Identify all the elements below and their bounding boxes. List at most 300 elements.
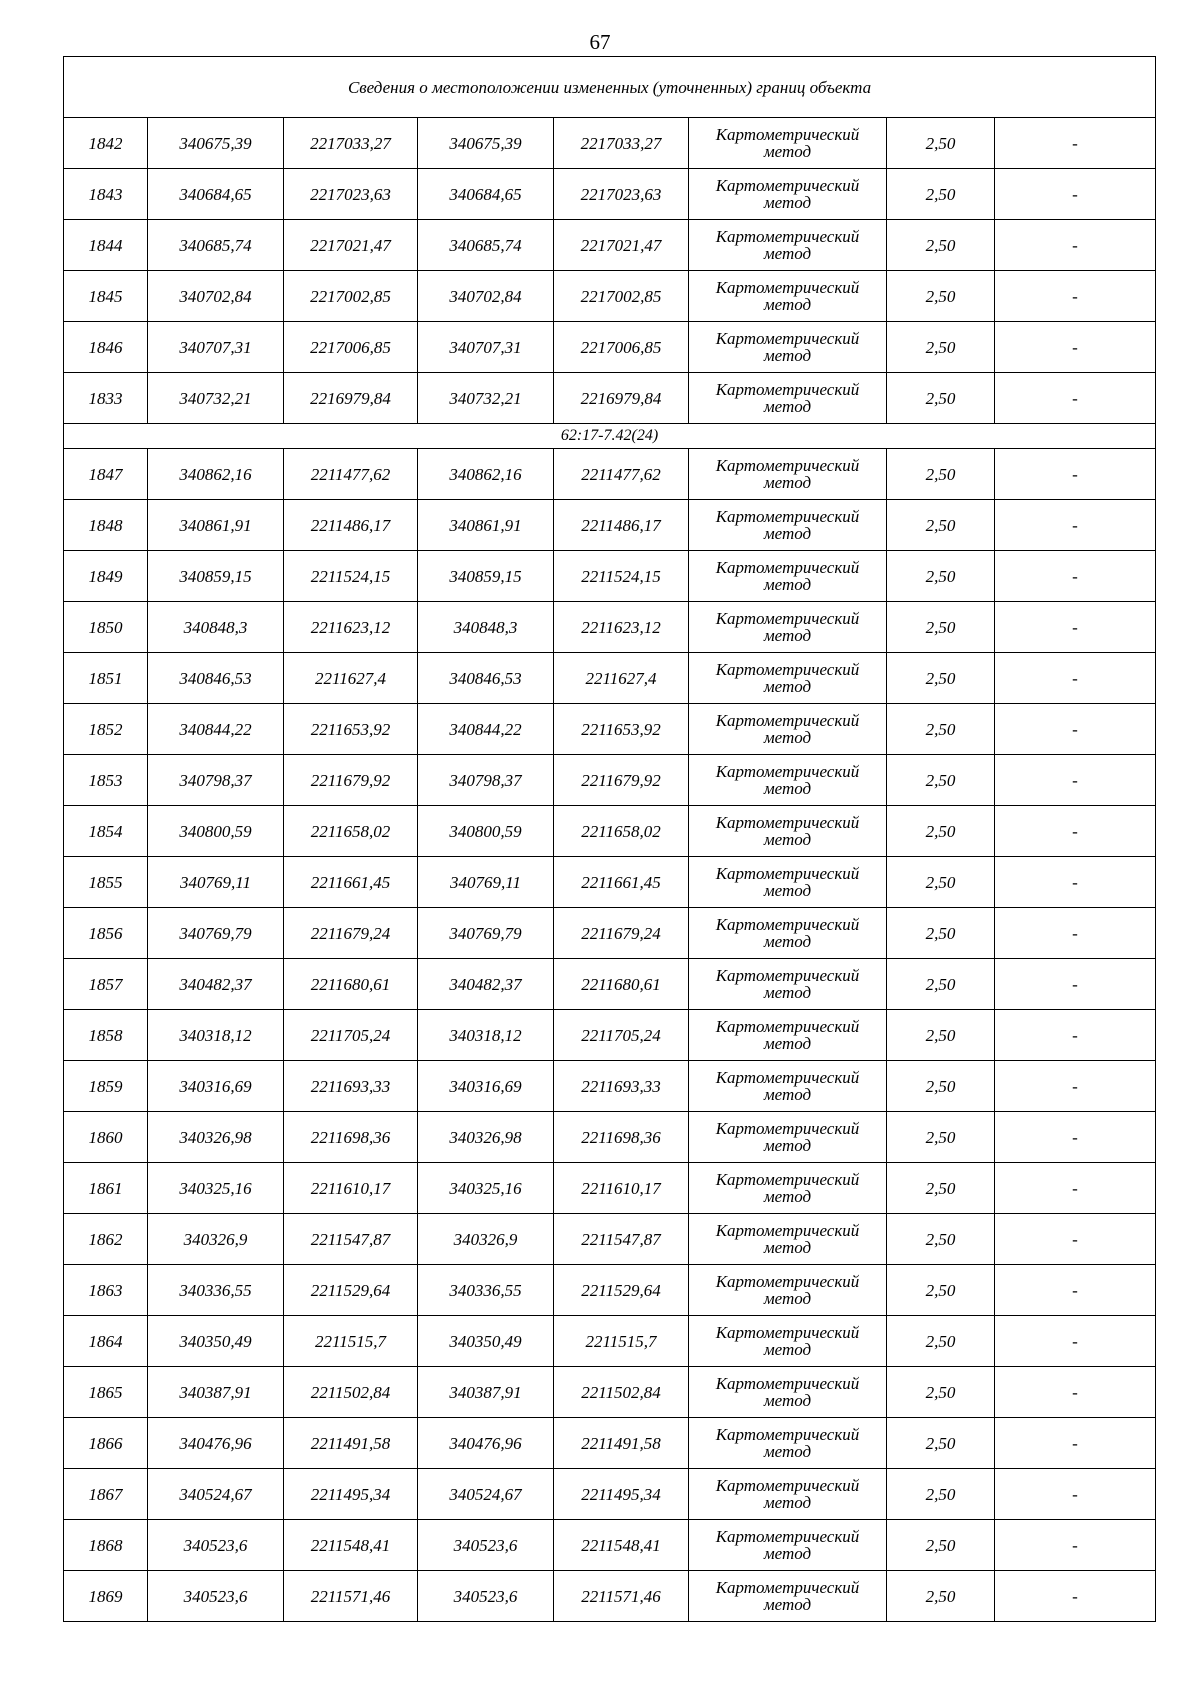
table-row	[64, 271, 1156, 322]
method-line-1: Картометрический	[715, 915, 860, 934]
method-line-1: Картометрический	[715, 507, 860, 526]
y-refined-cell: 2211661,45	[554, 857, 689, 908]
table-row	[64, 1469, 1156, 1520]
y-refined-cell: 2216979,84	[554, 373, 689, 424]
note-cell: -	[995, 1571, 1156, 1622]
y-existing-cell: 2211486,17	[284, 500, 418, 551]
point-number-cell: 1854	[64, 806, 148, 857]
point-number-cell: 1845	[64, 271, 148, 322]
point-number-cell: 1855	[64, 857, 148, 908]
x-existing-cell: 340326,9	[148, 1214, 284, 1265]
accuracy-cell: 2,50	[887, 1163, 995, 1214]
note-cell: -	[995, 653, 1156, 704]
x-existing-cell: 340387,91	[148, 1367, 284, 1418]
accuracy-cell: 2,50	[887, 755, 995, 806]
note-cell: -	[995, 1367, 1156, 1418]
table-row	[64, 1571, 1156, 1622]
method-cell	[689, 1418, 887, 1469]
table-row	[64, 373, 1156, 424]
method-line-2: метод	[763, 244, 812, 263]
x-refined-cell: 340769,11	[418, 857, 554, 908]
method-line-2: метод	[763, 677, 812, 696]
y-refined-cell: 2211653,92	[554, 704, 689, 755]
method-line-1: Картометрический	[715, 966, 860, 985]
table-row	[64, 169, 1156, 220]
point-number-cell: 1861	[64, 1163, 148, 1214]
table-row	[64, 500, 1156, 551]
note-cell: -	[995, 449, 1156, 500]
x-existing-cell: 340846,53	[148, 653, 284, 704]
point-number-cell: 1863	[64, 1265, 148, 1316]
x-refined-cell: 340675,39	[418, 118, 554, 169]
x-refined-cell: 340316,69	[418, 1061, 554, 1112]
accuracy-cell: 2,50	[887, 449, 995, 500]
y-existing-cell: 2211627,4	[284, 653, 418, 704]
point-number-cell: 1859	[64, 1061, 148, 1112]
accuracy-cell: 2,50	[887, 220, 995, 271]
note-cell: -	[995, 806, 1156, 857]
y-existing-cell: 2211495,34	[284, 1469, 418, 1520]
x-existing-cell: 340844,22	[148, 704, 284, 755]
accuracy-cell: 2,50	[887, 1469, 995, 1520]
y-existing-cell: 2211623,12	[284, 602, 418, 653]
method-line-1: Картометрический	[715, 1323, 860, 1342]
y-existing-cell: 2211529,64	[284, 1265, 418, 1316]
x-existing-cell: 340482,37	[148, 959, 284, 1010]
y-refined-cell: 2211610,17	[554, 1163, 689, 1214]
method-line-2: метод	[763, 1238, 812, 1257]
method-cell	[689, 1010, 887, 1061]
x-existing-cell: 340798,37	[148, 755, 284, 806]
accuracy-cell: 2,50	[887, 1520, 995, 1571]
y-existing-cell: 2211698,36	[284, 1112, 418, 1163]
method-line-2: метод	[763, 881, 812, 900]
point-number-cell: 1868	[64, 1520, 148, 1571]
y-refined-cell: 2217002,85	[554, 271, 689, 322]
method-cell	[689, 1520, 887, 1571]
table-row	[64, 1265, 1156, 1316]
method-cell	[689, 169, 887, 220]
x-refined-cell: 340325,16	[418, 1163, 554, 1214]
method-cell	[689, 1112, 887, 1163]
accuracy-cell: 2,50	[887, 118, 995, 169]
method-line-1: Картометрический	[715, 1221, 860, 1240]
method-line-1: Картометрический	[715, 456, 860, 475]
x-refined-cell: 340523,6	[418, 1520, 554, 1571]
y-refined-cell: 2211627,4	[554, 653, 689, 704]
point-number-cell: 1849	[64, 551, 148, 602]
y-refined-cell: 2211529,64	[554, 1265, 689, 1316]
y-existing-cell: 2217006,85	[284, 322, 418, 373]
method-cell	[689, 1265, 887, 1316]
note-cell: -	[995, 1520, 1156, 1571]
table-row	[64, 1163, 1156, 1214]
point-number-cell: 1856	[64, 908, 148, 959]
accuracy-cell: 2,50	[887, 1265, 995, 1316]
method-line-1: Картометрический	[715, 1068, 860, 1087]
accuracy-cell: 2,50	[887, 169, 995, 220]
x-refined-cell: 340523,6	[418, 1571, 554, 1622]
x-refined-cell: 340326,9	[418, 1214, 554, 1265]
x-existing-cell: 340318,12	[148, 1010, 284, 1061]
method-line-1: Картометрический	[715, 1374, 860, 1393]
y-refined-cell: 2211495,34	[554, 1469, 689, 1520]
accuracy-cell: 2,50	[887, 1010, 995, 1061]
method-line-1: Картометрический	[715, 864, 860, 883]
x-refined-cell: 340844,22	[418, 704, 554, 755]
accuracy-cell: 2,50	[887, 602, 995, 653]
point-number-cell: 1833	[64, 373, 148, 424]
y-existing-cell: 2211680,61	[284, 959, 418, 1010]
note-cell: -	[995, 704, 1156, 755]
x-refined-cell: 340336,55	[418, 1265, 554, 1316]
note-cell: -	[995, 169, 1156, 220]
y-existing-cell: 2211653,92	[284, 704, 418, 755]
x-refined-cell: 340684,65	[418, 169, 554, 220]
point-number-cell: 1852	[64, 704, 148, 755]
method-cell	[689, 602, 887, 653]
method-line-1: Картометрический	[715, 278, 860, 297]
x-existing-cell: 340859,15	[148, 551, 284, 602]
y-refined-cell: 2211623,12	[554, 602, 689, 653]
method-cell	[689, 1316, 887, 1367]
method-line-1: Картометрический	[715, 176, 860, 195]
method-line-2: метод	[763, 1187, 812, 1206]
x-existing-cell: 340523,6	[148, 1520, 284, 1571]
table-row	[64, 755, 1156, 806]
accuracy-cell: 2,50	[887, 1571, 995, 1622]
note-cell: -	[995, 1418, 1156, 1469]
x-existing-cell: 340684,65	[148, 169, 284, 220]
y-refined-cell: 2211502,84	[554, 1367, 689, 1418]
note-cell: -	[995, 602, 1156, 653]
method-line-2: метод	[763, 346, 812, 365]
table-row	[64, 1010, 1156, 1061]
note-cell: -	[995, 373, 1156, 424]
y-existing-cell: 2211693,33	[284, 1061, 418, 1112]
x-refined-cell: 340524,67	[418, 1469, 554, 1520]
method-cell	[689, 1571, 887, 1622]
table-row	[64, 551, 1156, 602]
boundary-coordinates-table	[63, 56, 1156, 1622]
note-cell: -	[995, 322, 1156, 373]
method-cell	[689, 704, 887, 755]
method-cell	[689, 551, 887, 602]
method-line-2: метод	[763, 779, 812, 798]
x-existing-cell: 340769,79	[148, 908, 284, 959]
point-number-cell: 1847	[64, 449, 148, 500]
method-line-2: метод	[763, 932, 812, 951]
y-refined-cell: 2211571,46	[554, 1571, 689, 1622]
table-row	[64, 653, 1156, 704]
x-existing-cell: 340800,59	[148, 806, 284, 857]
method-line-1: Картометрический	[715, 1119, 860, 1138]
method-cell	[689, 322, 887, 373]
y-refined-cell: 2211679,92	[554, 755, 689, 806]
method-line-2: метод	[763, 728, 812, 747]
method-cell	[689, 653, 887, 704]
y-existing-cell: 2211610,17	[284, 1163, 418, 1214]
method-cell	[689, 449, 887, 500]
y-existing-cell: 2211661,45	[284, 857, 418, 908]
x-existing-cell: 340524,67	[148, 1469, 284, 1520]
method-cell	[689, 908, 887, 959]
point-number-cell: 1843	[64, 169, 148, 220]
x-refined-cell: 340476,96	[418, 1418, 554, 1469]
method-line-1: Картометрический	[715, 1527, 860, 1546]
table-row	[64, 449, 1156, 500]
method-line-2: метод	[763, 524, 812, 543]
y-refined-cell: 2211515,7	[554, 1316, 689, 1367]
page-number: 67	[589, 30, 611, 54]
y-existing-cell: 2216979,84	[284, 373, 418, 424]
note-cell: -	[995, 1316, 1156, 1367]
y-existing-cell: 2211547,87	[284, 1214, 418, 1265]
y-existing-cell: 2211679,92	[284, 755, 418, 806]
table-body	[64, 57, 1156, 1622]
x-existing-cell: 340848,3	[148, 602, 284, 653]
y-existing-cell: 2217033,27	[284, 118, 418, 169]
x-existing-cell: 340316,69	[148, 1061, 284, 1112]
note-cell: -	[995, 755, 1156, 806]
method-line-1: Картометрический	[715, 813, 860, 832]
y-refined-cell: 2211705,24	[554, 1010, 689, 1061]
x-refined-cell: 340769,79	[418, 908, 554, 959]
x-refined-cell: 340846,53	[418, 653, 554, 704]
x-existing-cell: 340675,39	[148, 118, 284, 169]
method-line-2: метод	[763, 1493, 812, 1512]
point-number-cell: 1844	[64, 220, 148, 271]
y-refined-cell: 2217033,27	[554, 118, 689, 169]
y-existing-cell: 2211571,46	[284, 1571, 418, 1622]
x-existing-cell: 340685,74	[148, 220, 284, 271]
x-refined-cell: 340859,15	[418, 551, 554, 602]
x-refined-cell: 340861,91	[418, 500, 554, 551]
method-cell	[689, 1163, 887, 1214]
y-existing-cell: 2211515,7	[284, 1316, 418, 1367]
x-existing-cell: 340861,91	[148, 500, 284, 551]
y-refined-cell: 2217023,63	[554, 169, 689, 220]
x-refined-cell: 340350,49	[418, 1316, 554, 1367]
y-existing-cell: 2211477,62	[284, 449, 418, 500]
method-line-2: метод	[763, 473, 812, 492]
method-line-1: Картометрический	[715, 1578, 860, 1597]
point-number-cell: 1858	[64, 1010, 148, 1061]
accuracy-cell: 2,50	[887, 1214, 995, 1265]
x-refined-cell: 340318,12	[418, 1010, 554, 1061]
point-number-cell: 1867	[64, 1469, 148, 1520]
y-refined-cell: 2211698,36	[554, 1112, 689, 1163]
y-refined-cell: 2217006,85	[554, 322, 689, 373]
method-cell	[689, 373, 887, 424]
method-line-2: метод	[763, 1340, 812, 1359]
method-cell	[689, 271, 887, 322]
method-cell	[689, 755, 887, 806]
table-row	[64, 806, 1156, 857]
method-line-2: метод	[763, 1391, 812, 1410]
x-refined-cell: 340800,59	[418, 806, 554, 857]
method-line-1: Картометрический	[715, 329, 860, 348]
y-refined-cell: 2211693,33	[554, 1061, 689, 1112]
y-refined-cell: 2211658,02	[554, 806, 689, 857]
method-line-2: метод	[763, 1595, 812, 1614]
accuracy-cell: 2,50	[887, 500, 995, 551]
note-cell: -	[995, 271, 1156, 322]
method-line-2: метод	[763, 142, 812, 161]
accuracy-cell: 2,50	[887, 908, 995, 959]
method-line-1: Картометрический	[715, 609, 860, 628]
y-existing-cell: 2211491,58	[284, 1418, 418, 1469]
method-cell	[689, 220, 887, 271]
note-cell: -	[995, 1214, 1156, 1265]
point-number-cell: 1866	[64, 1418, 148, 1469]
accuracy-cell: 2,50	[887, 704, 995, 755]
point-number-cell: 1853	[64, 755, 148, 806]
y-existing-cell: 2211548,41	[284, 1520, 418, 1571]
y-refined-cell: 2211491,58	[554, 1418, 689, 1469]
method-line-2: метод	[763, 626, 812, 645]
x-existing-cell: 340732,21	[148, 373, 284, 424]
x-existing-cell: 340769,11	[148, 857, 284, 908]
note-cell: -	[995, 1163, 1156, 1214]
x-existing-cell: 340325,16	[148, 1163, 284, 1214]
x-refined-cell: 340798,37	[418, 755, 554, 806]
accuracy-cell: 2,50	[887, 1418, 995, 1469]
method-line-1: Картометрический	[715, 558, 860, 577]
note-cell: -	[995, 220, 1156, 271]
y-existing-cell: 2217023,63	[284, 169, 418, 220]
method-cell	[689, 500, 887, 551]
x-existing-cell: 340523,6	[148, 1571, 284, 1622]
y-refined-cell: 2211547,87	[554, 1214, 689, 1265]
x-refined-cell: 340707,31	[418, 322, 554, 373]
y-existing-cell: 2211524,15	[284, 551, 418, 602]
method-line-1: Картометрический	[715, 711, 860, 730]
note-cell: -	[995, 500, 1156, 551]
method-line-1: Картометрический	[715, 1476, 860, 1495]
y-refined-cell: 2211486,17	[554, 500, 689, 551]
point-number-cell: 1846	[64, 322, 148, 373]
method-line-2: метод	[763, 830, 812, 849]
method-line-2: метод	[763, 575, 812, 594]
x-refined-cell: 340326,98	[418, 1112, 554, 1163]
x-refined-cell: 340848,3	[418, 602, 554, 653]
table-row	[64, 220, 1156, 271]
method-cell	[689, 1214, 887, 1265]
cadastral-block-label: 62:17-7.42(24)	[64, 424, 1156, 449]
table-row	[64, 1061, 1156, 1112]
y-existing-cell: 2211679,24	[284, 908, 418, 959]
table-row	[64, 1418, 1156, 1469]
table-row	[64, 1112, 1156, 1163]
accuracy-cell: 2,50	[887, 373, 995, 424]
method-line-2: метод	[763, 193, 812, 212]
note-cell: -	[995, 1469, 1156, 1520]
method-cell	[689, 1367, 887, 1418]
point-number-cell: 1851	[64, 653, 148, 704]
method-cell	[689, 118, 887, 169]
method-line-1: Картометрический	[715, 380, 860, 399]
method-cell	[689, 959, 887, 1010]
method-line-1: Картометрический	[715, 1017, 860, 1036]
accuracy-cell: 2,50	[887, 322, 995, 373]
x-existing-cell: 340707,31	[148, 322, 284, 373]
x-refined-cell: 340732,21	[418, 373, 554, 424]
method-line-2: метод	[763, 1289, 812, 1308]
method-line-2: метод	[763, 295, 812, 314]
note-cell: -	[995, 1061, 1156, 1112]
method-line-1: Картометрический	[715, 762, 860, 781]
table-row	[64, 322, 1156, 373]
method-cell	[689, 806, 887, 857]
x-refined-cell: 340387,91	[418, 1367, 554, 1418]
x-existing-cell: 340476,96	[148, 1418, 284, 1469]
accuracy-cell: 2,50	[887, 1367, 995, 1418]
table-row	[64, 602, 1156, 653]
x-refined-cell: 340482,37	[418, 959, 554, 1010]
table-row	[64, 857, 1156, 908]
y-existing-cell: 2211502,84	[284, 1367, 418, 1418]
table-row	[64, 959, 1156, 1010]
y-refined-cell: 2211548,41	[554, 1520, 689, 1571]
point-number-cell: 1862	[64, 1214, 148, 1265]
method-line-2: метод	[763, 983, 812, 1002]
accuracy-cell: 2,50	[887, 271, 995, 322]
y-existing-cell: 2217021,47	[284, 220, 418, 271]
x-refined-cell: 340862,16	[418, 449, 554, 500]
point-number-cell: 1860	[64, 1112, 148, 1163]
table-row	[64, 118, 1156, 169]
note-cell: -	[995, 1112, 1156, 1163]
note-cell: -	[995, 551, 1156, 602]
x-existing-cell: 340862,16	[148, 449, 284, 500]
method-line-1: Картометрический	[715, 125, 860, 144]
table-row	[64, 1520, 1156, 1571]
note-cell: -	[995, 1010, 1156, 1061]
y-refined-cell: 2211680,61	[554, 959, 689, 1010]
y-existing-cell: 2211705,24	[284, 1010, 418, 1061]
method-line-2: метод	[763, 1544, 812, 1563]
accuracy-cell: 2,50	[887, 653, 995, 704]
table-row	[64, 1367, 1156, 1418]
table-row	[64, 908, 1156, 959]
method-cell	[689, 1469, 887, 1520]
method-line-1: Картометрический	[715, 1170, 860, 1189]
y-refined-cell: 2211477,62	[554, 449, 689, 500]
note-cell: -	[995, 1265, 1156, 1316]
point-number-cell: 1842	[64, 118, 148, 169]
method-line-2: метод	[763, 1085, 812, 1104]
section-row	[64, 424, 1156, 449]
method-cell	[689, 1061, 887, 1112]
method-line-2: метод	[763, 397, 812, 416]
method-line-1: Картометрический	[715, 227, 860, 246]
method-line-2: метод	[763, 1034, 812, 1053]
x-existing-cell: 340350,49	[148, 1316, 284, 1367]
method-line-1: Картометрический	[715, 660, 860, 679]
table-title: Сведения о местоположении измененных (уточненных) границ объекта	[64, 57, 1156, 118]
note-cell: -	[995, 118, 1156, 169]
x-refined-cell: 340702,84	[418, 271, 554, 322]
accuracy-cell: 2,50	[887, 857, 995, 908]
note-cell: -	[995, 908, 1156, 959]
note-cell: -	[995, 959, 1156, 1010]
point-number-cell: 1857	[64, 959, 148, 1010]
point-number-cell: 1848	[64, 500, 148, 551]
y-existing-cell: 2217002,85	[284, 271, 418, 322]
accuracy-cell: 2,50	[887, 1112, 995, 1163]
x-existing-cell: 340336,55	[148, 1265, 284, 1316]
